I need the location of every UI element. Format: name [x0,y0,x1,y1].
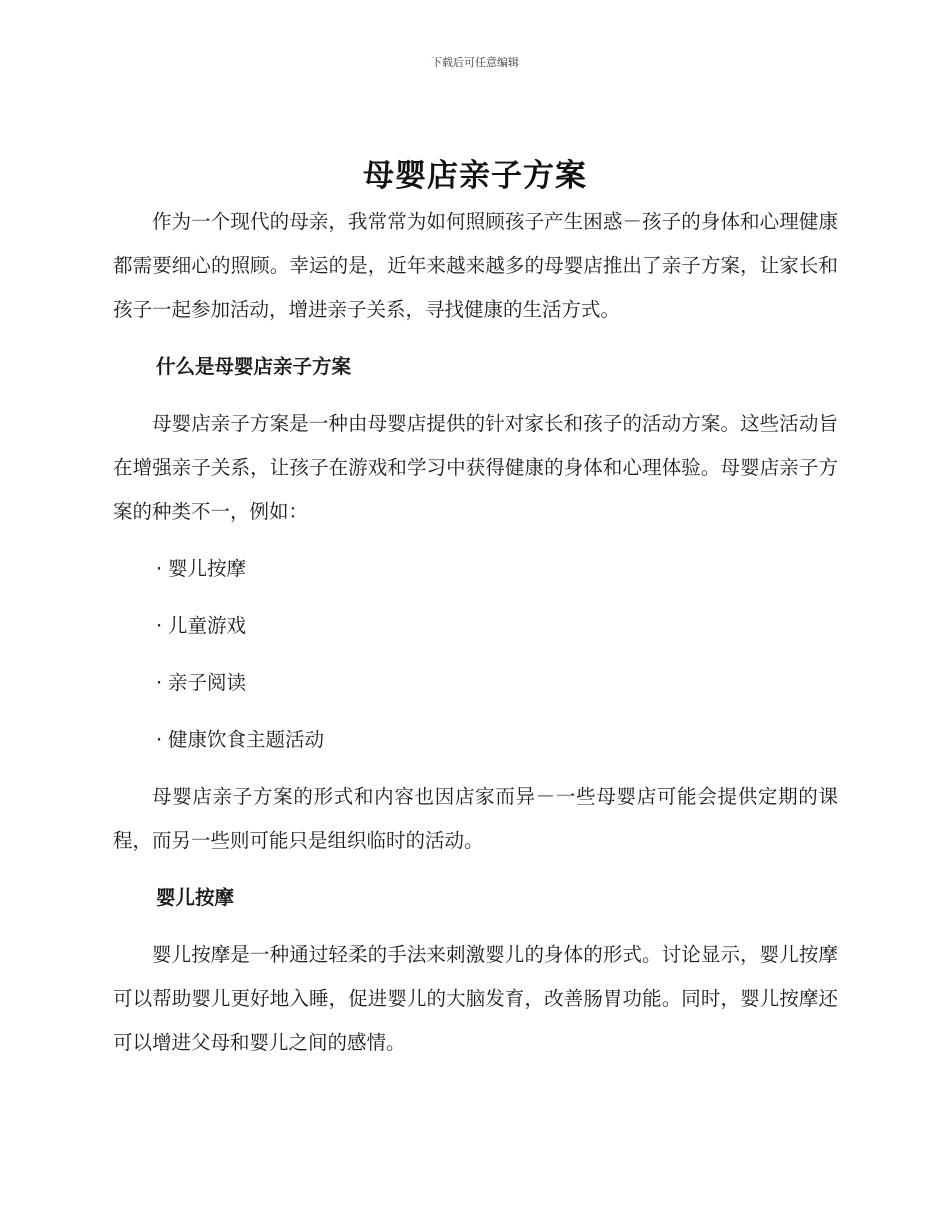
section-heading-what-is: 什么是母婴店亲子方案 [156,355,352,378]
list-item [113,718,838,762]
intro-paragraph: 作为一个现代的母亲，我常常为如何照顾孩子产生困惑－孩子的身体和心理健康都需要细心的照顾。幸运的是，近年来越来越多的母婴店推出了亲子方案，让家长和孩子一起参加活动，增进亲子关系，寻找健康的生活方式。 [113,210,838,321]
bullet-icon: · [156,728,163,751]
section2-paragraph-1: 婴儿按摩是一种通过轻柔的手法来刺激婴儿的身体的形式。讨论显示，婴儿按摩可以帮助婴儿更好地入睡，促进婴儿的大脑发育，改善肠胃功能。同时，婴儿按摩还可以增进父母和婴儿之间的感情。 [113,943,838,1054]
list-item [113,604,838,648]
activity-list [113,547,838,762]
list-item-label: 亲子阅读 [168,671,247,694]
page-title: 母婴店亲子方案 [363,158,587,194]
document-body [113,200,838,1078]
list-item [113,661,838,705]
bullet-icon: · [156,557,163,580]
bullet-icon: · [156,614,163,637]
section1-paragraph-2: 母婴店亲子方案的形式和内容也因店家而异－一些母婴店可能会提供定期的课程，而另一些则可能只是组织临时的活动。 [113,785,838,852]
list-item-label: 婴儿按摩 [168,557,247,580]
list-item-label: 健康饮食主题活动 [168,728,325,751]
header-note: 下载后可任意编辑 [431,56,519,69]
section-heading-baby-massage: 婴儿按摩 [156,886,235,909]
list-item [113,547,838,591]
bullet-icon: · [156,671,163,694]
list-item-label: 儿童游戏 [168,614,247,637]
section1-paragraph-1: 母婴店亲子方案是一种由母婴店提供的针对家长和孩子的活动方案。这些活动旨在增强亲子关系，让孩子在游戏和学习中获得健康的身体和心理体验。母婴店亲子方案的种类不一，例如： [113,412,838,523]
